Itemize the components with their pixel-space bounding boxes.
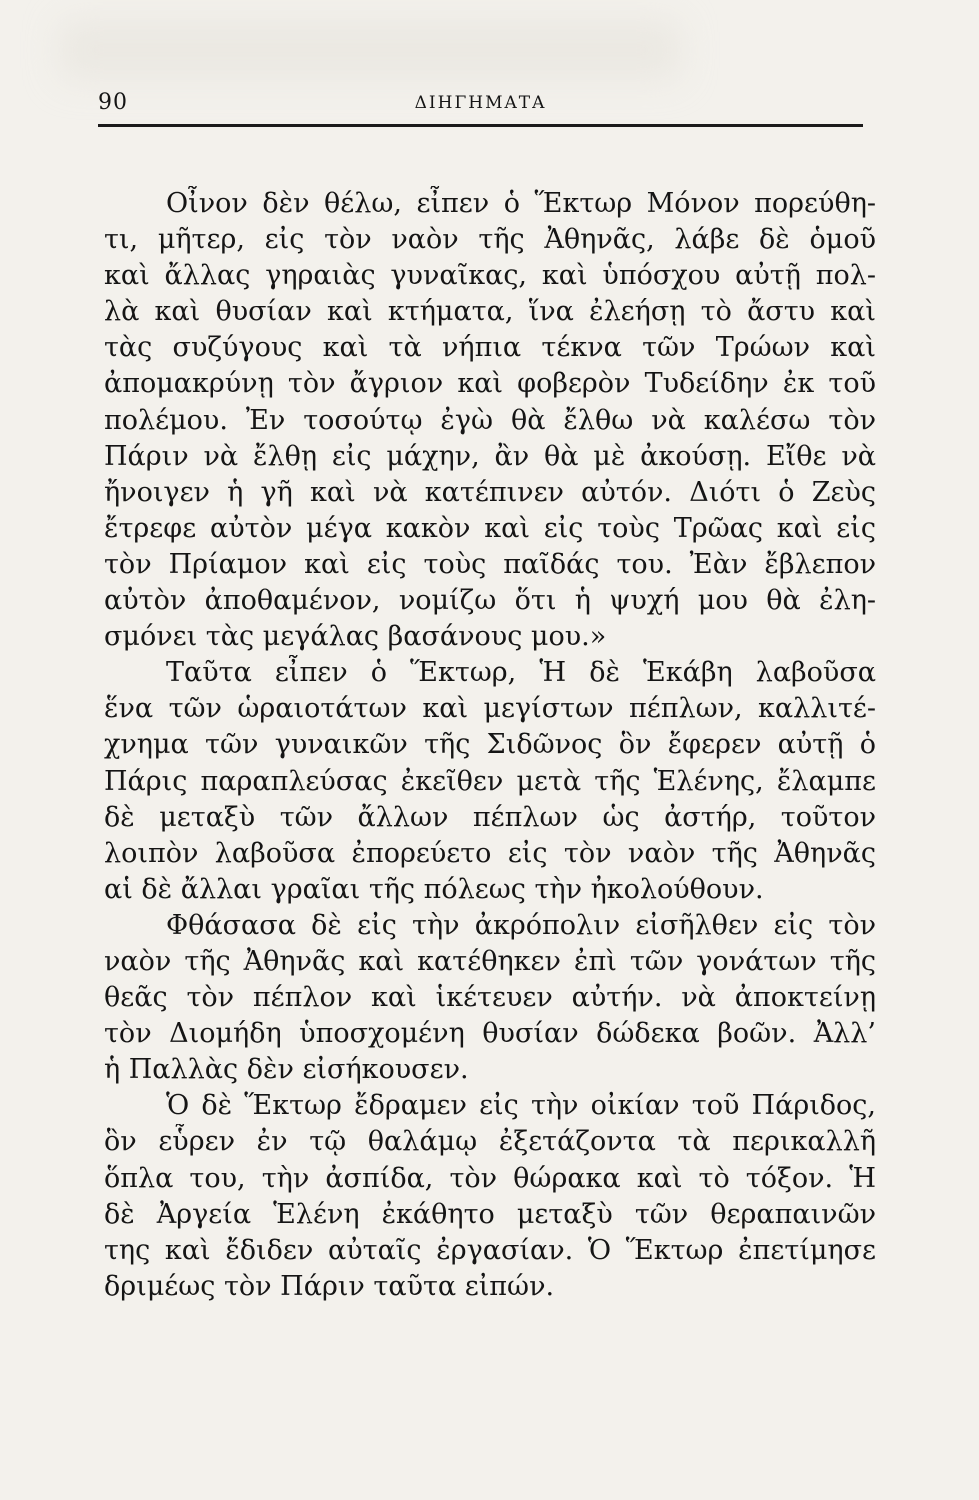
text-line: Πάριν νὰ ἔλθῃ εἰς μάχην, ἂν θὰ μὲ ἀκούσῃ. Εἴθε νὰ <box>104 440 876 472</box>
text-line: ὅπλα του, τὴν ἀσπίδα, τὸν θώρακα καὶ τὸ τόξον. Ἡ <box>104 1162 876 1194</box>
text-line: ὃν εὗρεν ἐν τῷ θαλάμῳ ἐξετάζοντα τὰ περικαλλῆ <box>104 1126 876 1158</box>
text-line: Ὁ δὲ Ἕκτωρ ἔδραμεν εἰς τὴν οἰκίαν τοῦ Πάριδος, <box>166 1090 876 1122</box>
text-line: δὲ μεταξὺ τῶν ἄλλων πέπλων ὡς ἀστήρ, τοῦτον <box>104 801 876 833</box>
text-line: πολέμου. Ἐν τοσούτῳ ἐγὼ θὰ ἔλθω νὰ καλέσω τὸν <box>104 404 876 436</box>
page-number: 90 <box>98 90 128 115</box>
text-line: σμόνει τὰς μεγάλας βασάνους μου.» <box>104 621 607 653</box>
text-line: τὸν Πρίαμον καὶ εἰς τοὺς παῖδάς του. Ἐὰν ἔβλεπον <box>104 548 876 580</box>
text-line: της καὶ ἔδιδεν αὐταῖς ἐργασίαν. Ὁ Ἕκτωρ ἐπετίμησε <box>104 1234 876 1266</box>
text-line: Οἶνον δὲν θέλω, εἶπεν ὁ Ἕκτωρ Μόνον πορεύθη- <box>166 188 876 219</box>
text-line: ἔτρεφε αὐτὸν μέγα κακὸν καὶ εἰς τοὺς Τρῶας καὶ εἰς <box>104 512 876 544</box>
text-line: ναὸν τῆς Ἀθηνᾶς καὶ κατέθηκεν ἐπὶ τῶν γονάτων τῆς <box>104 945 876 977</box>
text-line: αὐτὸν ἀποθαμένον, νομίζω ὅτι ἡ ψυχή μου θὰ ἐλη- <box>104 585 876 617</box>
text-line: καὶ ἄλλας γηραιὰς γυναῖκας, καὶ ὑπόσχου αὐτῇ πολ- <box>104 260 876 292</box>
text-line: λοιπὸν λαβοῦσα ἐπορεύετο εἰς τὸν ναὸν τῆς Ἀθηνᾶς <box>104 837 876 869</box>
text-line: Πάρις παραπλεύσας ἐκεῖθεν μετὰ τῆς Ἑλένης, ἔλαμπε <box>104 765 876 797</box>
paper-stain <box>60 20 680 80</box>
text-line: ἕνα τῶν ὡραιοτάτων καὶ μεγίστων πέπλων, καλλιτέ- <box>104 693 876 725</box>
text-line: ἤνοιγεν ἡ γῆ καὶ νὰ κατέπινεν αὐτόν. Διότι ὁ Ζεὺς <box>104 476 876 508</box>
text-line: τὸν Διομήδη ὑποσχομένη θυσίαν δώδεκα βοῶν. Ἀλλ’ <box>104 1018 876 1050</box>
text-line: δὲ Ἀργεία Ἑλένη ἐκάθητο μεταξὺ τῶν θεραπαινῶν <box>104 1198 876 1230</box>
text-line: θεᾶς τὸν πέπλον καὶ ἱκέτευεν αὐτήν. νὰ ἀποκτείνῃ <box>104 982 876 1014</box>
text-line: Φθάσασα δὲ εἰς τὴν ἀκρόπολιν εἰσῆλθεν εἰς τὸν <box>166 909 876 941</box>
text-line: τι, μῆτερ, εἰς τὸν ναὸν τῆς Ἀθηνᾶς, λάβε δὲ ὁμοῦ <box>104 224 876 256</box>
running-title: ΔΙΗΓΗΜΑΤΑ <box>414 93 547 113</box>
header-rule <box>98 124 863 127</box>
text-line: τὰς συζύγους καὶ τὰ νήπια τέκνα τῶν Τρώων καὶ <box>104 332 876 364</box>
text-line: χνημα τῶν γυναικῶν τῆς Σιδῶνος ὃν ἔφερεν αὐτῇ ὁ <box>104 729 876 761</box>
text-line: ἡ Παλλὰς δὲν εἰσήκουσεν. <box>104 1054 469 1086</box>
page-header <box>98 90 863 116</box>
text-line: δριμέως τὸν Πάριν ταῦτα εἰπών. <box>104 1270 555 1302</box>
text-line: Ταῦτα εἶπεν ὁ Ἕκτωρ, Ἡ δὲ Ἑκάβη λαβοῦσα <box>166 657 876 689</box>
text-line: ἀπομακρύνῃ τὸν ἄγριον καὶ φοβερὸν Τυδείδην ἐκ τοῦ <box>104 368 876 400</box>
body-text <box>104 186 876 1305</box>
text-line: λὰ καὶ θυσίαν καὶ κτήματα, ἵνα ἐλεήσῃ τὸ ἄστυ καὶ <box>104 296 876 328</box>
text-line: αἱ δὲ ἄλλαι γραῖαι τῆς πόλεως τὴν ἠκολούθουν. <box>104 873 764 905</box>
